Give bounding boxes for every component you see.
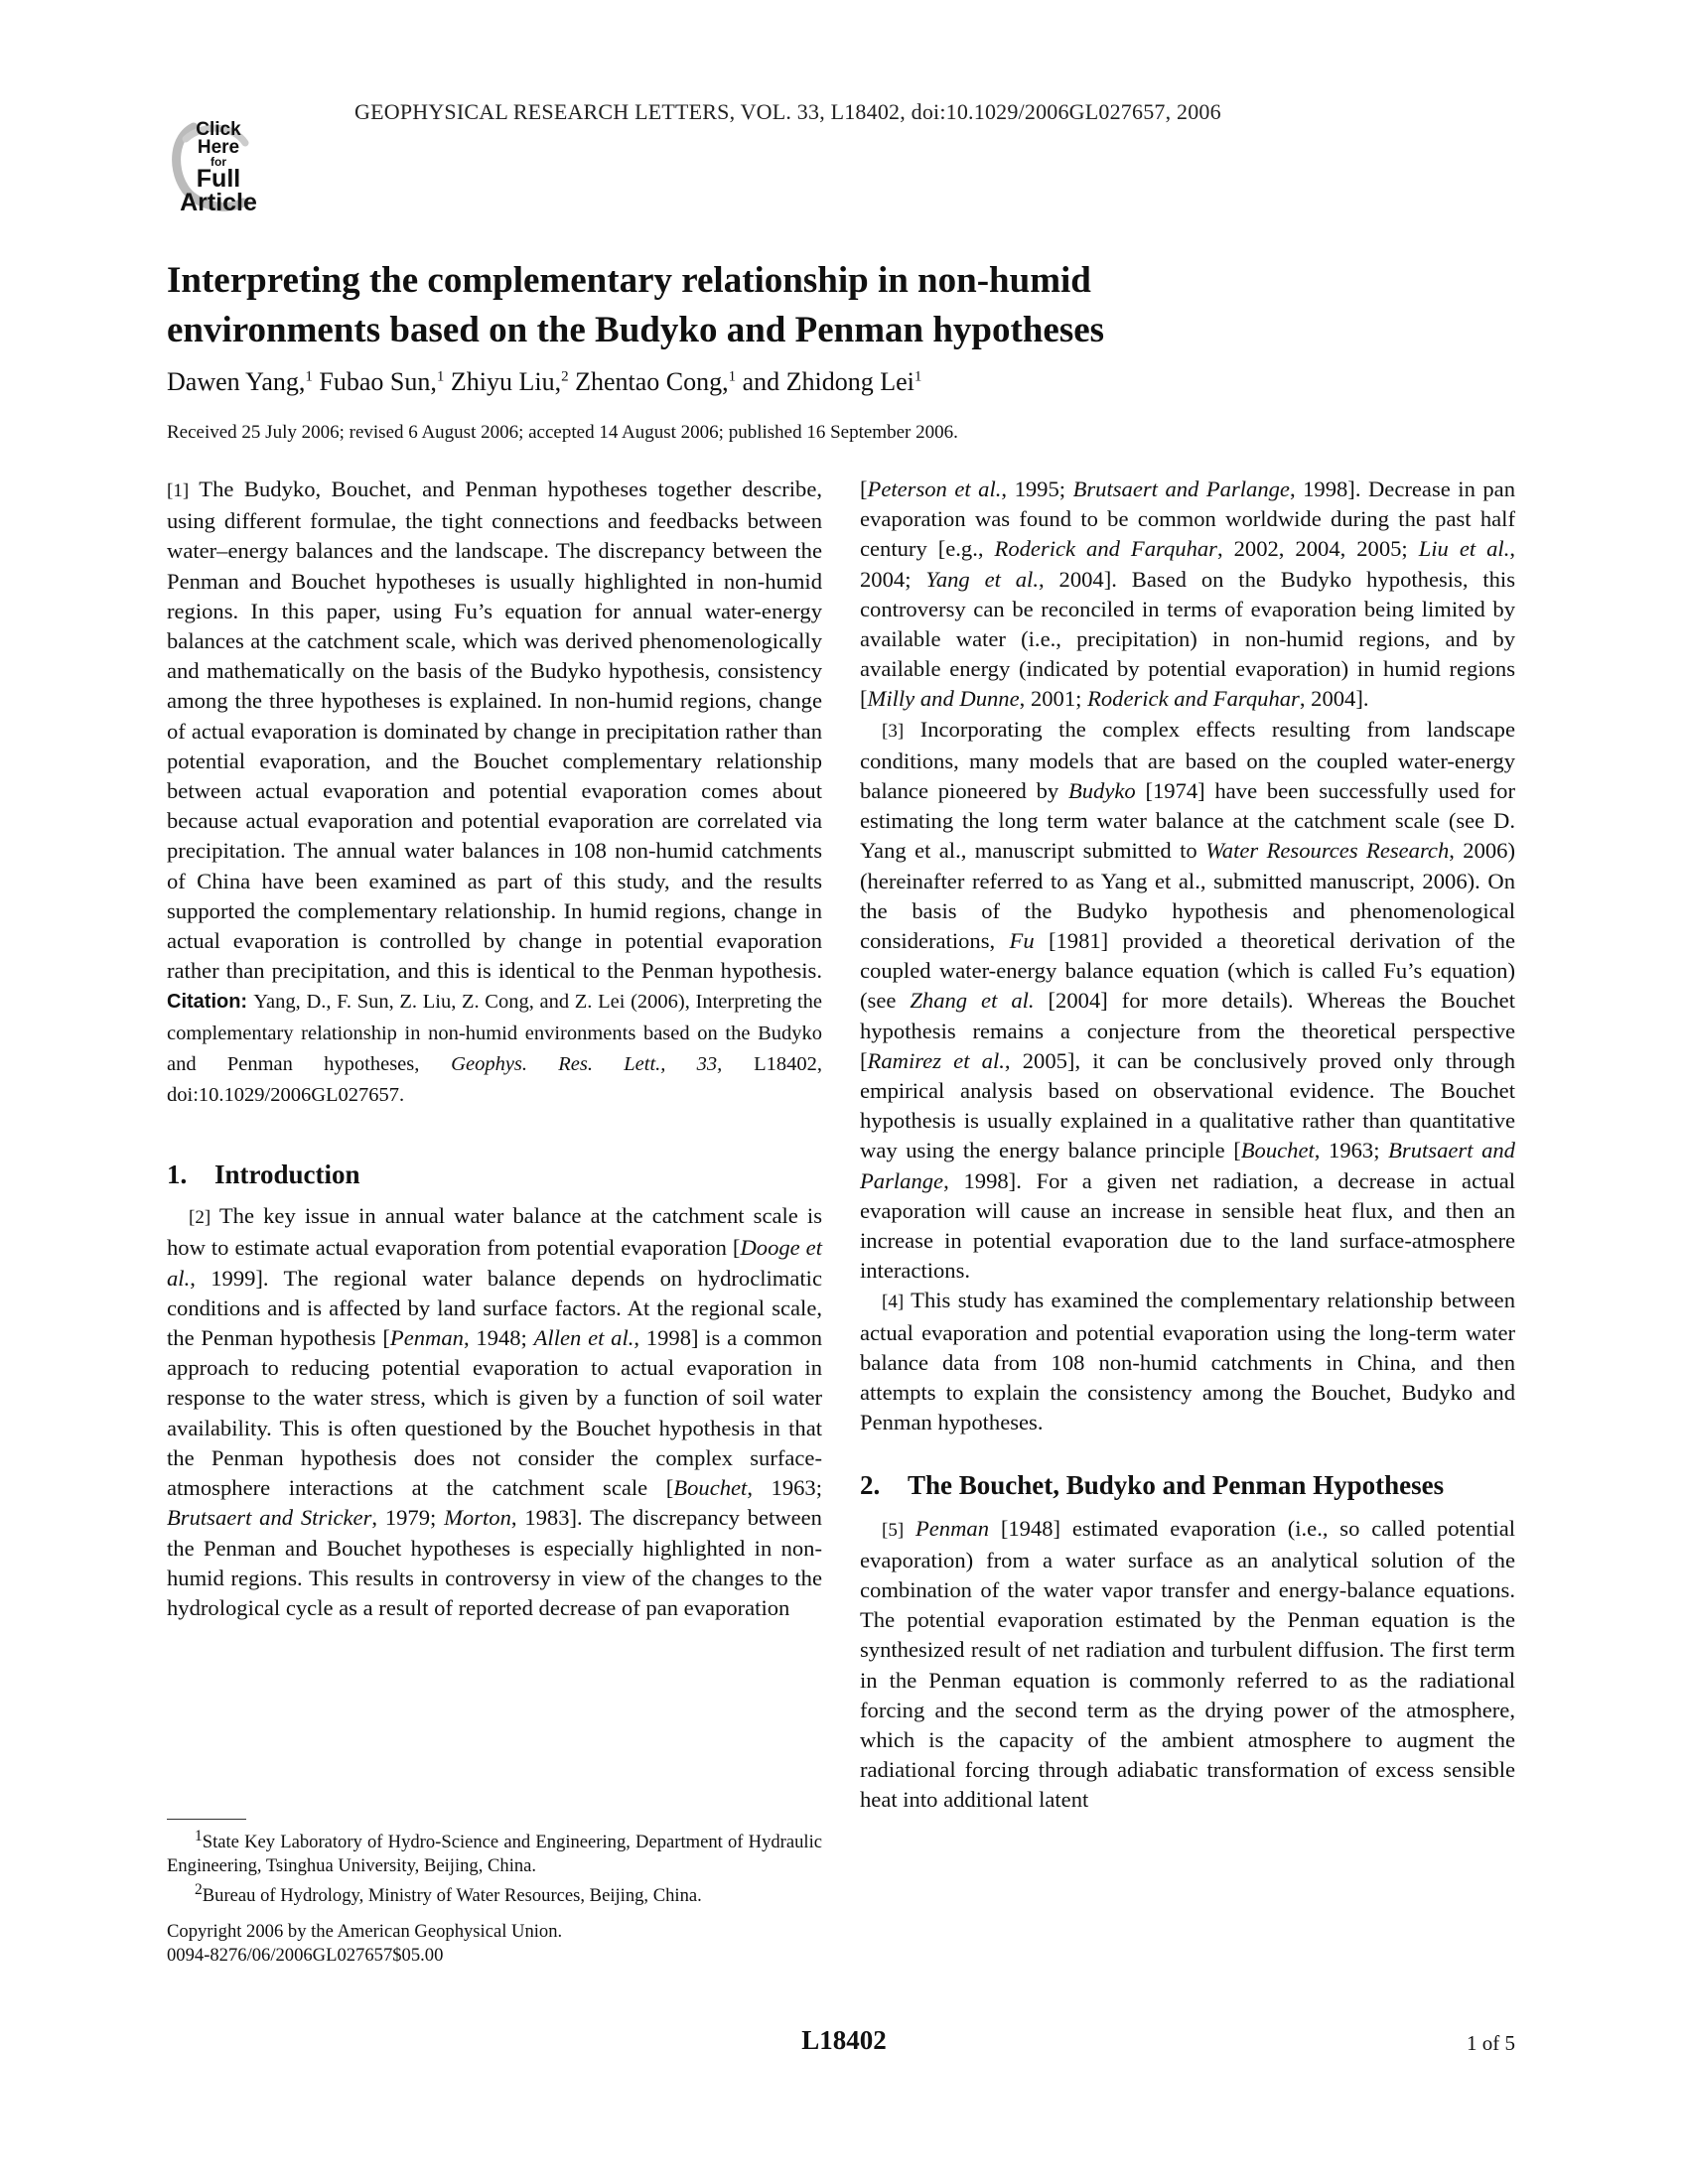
paragraph-2 xyxy=(167,1201,822,1623)
page-number: 1 of 5 xyxy=(1467,2031,1515,2055)
citation-ref: Liu et al. xyxy=(1418,536,1510,562)
article-id: L18402 xyxy=(801,2025,887,2055)
citation-ref: Yang et al. xyxy=(925,566,1039,592)
paragraph-number: [4] xyxy=(882,1292,905,1313)
paragraph-number: [2] xyxy=(189,1207,211,1229)
footnote-text: State Key Laboratory of Hydro-Science and Engineering, Department of Hydraulic Engineering, Tsinghua University, Beijing, China. xyxy=(167,1832,822,1877)
author-affiliation: 1 xyxy=(436,368,445,385)
citation-ref: Budyko xyxy=(1067,778,1136,804)
citation-ref: Roderick and Farquhar xyxy=(1087,686,1300,712)
citation-label: Citation: xyxy=(167,991,248,1014)
citation-ref: Morton xyxy=(444,1505,511,1531)
author-affiliation: 1 xyxy=(305,368,313,385)
footnote-number: 1 xyxy=(195,1828,203,1844)
section-heading-hypotheses xyxy=(860,1468,1515,1502)
footnote-rule xyxy=(167,1819,246,1820)
paragraph-3 xyxy=(860,715,1515,1287)
copyright xyxy=(167,1920,822,1968)
section-number: 2. xyxy=(860,1469,881,1500)
badge-text xyxy=(164,121,273,215)
copyright-line: Copyright 2006 by the American Geophysical Union. xyxy=(167,1921,563,1942)
left-column xyxy=(167,475,822,1623)
right-column xyxy=(860,475,1515,1816)
badge-line: Full xyxy=(196,165,241,194)
citation-ref: Brutsaert and Parlange xyxy=(860,1138,1515,1193)
text-run: , 1998]. Decrease in pan evaporation was found to be common worldwide during the past half century [e.g., xyxy=(860,477,1516,562)
text-run: , 1998]. For a given net radiation, a decrease in actual evaporation will cause an increase in sensible heat flux, and then an increase in potential evaporation due to the land surface-atmosphere interactions. xyxy=(860,1167,1515,1284)
text-run: [1974] have been successfully used for estimating the long term water balance at the catchment scale (see D. Yang et al., manuscript submitted to xyxy=(860,778,1515,864)
text-run: , 1963; xyxy=(747,1475,822,1501)
text-run: , 1999]. The regional water balance depends on hydroclimatic conditions and is affected by land surface factors. At the regional scale, the Penman hypothesis [ xyxy=(167,1265,822,1351)
text-run: , 2004]. xyxy=(1299,686,1369,712)
abstract-text: The Budyko, Bouchet, and Penman hypotheses together describe, using different formulae, the tight connections and feedbacks between water–energy balances and the landscape. The discrepancy between the Penman and Bouchet hypotheses is usually highlighted in non-humid regions. In this paper, using Fu’s equation for annual water-energy balances at the catchment scale, which was derived phenomenologically and mathematically on the basis of the Budyko hypothesis, consistency among the three hypotheses is explained. In non-humid regions, change of actual evaporation is dominated by change in precipitation rather than potential evaporation, and the Bouchet complementary relationship between actual evaporation and potential evaporation comes about because actual evaporation and potential evaporation are correlated via precipitation. The annual water balances in 108 non-humid catchments of China have been examined as part of this study, and the results supported the complementary relationship. In humid regions, change in actual evaporation is controlled by change in potential evaporation rather than precipitation, and this is identical to the Penman hypothesis. xyxy=(167,477,822,984)
received-dates: Received 25 July 2006; revised 6 August 2006; accepted 14 August 2006; published 16 September 2006. xyxy=(167,422,958,443)
paragraph-number: [3] xyxy=(882,720,905,742)
author-name: Zhiyu Liu, xyxy=(444,367,562,396)
badge-line: Click xyxy=(196,119,241,140)
citation-ref: Ramirez et al. xyxy=(867,1047,1005,1073)
citation-ref: Brutsaert and Stricker xyxy=(167,1505,372,1531)
citation-journal: Geophys. Res. Lett., 33, xyxy=(451,1052,723,1075)
citation-ref: Allen et al. xyxy=(533,1325,634,1351)
title-line: environments based on the Budyko and Penman hypotheses xyxy=(167,310,1105,350)
author-name: Fubao Sun, xyxy=(312,367,437,396)
text-run: , 1979; xyxy=(371,1505,445,1531)
copyright-line: 0094-8276/06/2006GL027657$05.00 xyxy=(167,1945,444,1966)
author-affiliation: 2 xyxy=(561,368,569,385)
citation-ref: Peterson et al. xyxy=(867,477,1002,501)
text-run: , 1963; xyxy=(1314,1138,1389,1163)
footnote-number: 2 xyxy=(195,1881,203,1899)
citation-ref: Bouchet xyxy=(673,1475,748,1501)
section-title: The Bouchet, Budyko and Penman Hypotheses xyxy=(908,1469,1445,1500)
author-affiliation: 1 xyxy=(914,368,922,385)
text-run: , 2006) (hereinafter referred to as Yang et al., submitted manuscript, 2006). On the basis of the Budyko hypothesis and phenomenological considerations, xyxy=(860,838,1516,954)
text-run: Incorporating the complex effects resulting from landscape conditions, many models that are based on the coupled water-energy balance pioneered by xyxy=(860,716,1516,804)
text-run: [1981] provided a theoretical derivation of the coupled water-energy balance equation (which is called Fu’s equation) (see xyxy=(860,928,1515,1014)
paragraph-5 xyxy=(860,1514,1515,1816)
paragraph-number: [5] xyxy=(882,1519,905,1541)
text-run: , 1948; xyxy=(463,1325,534,1351)
full-article-badge[interactable] xyxy=(164,117,273,216)
text-run: , 2005], it can be conclusively proved only through empirical analysis based on observational evidence. The Bouchet hypothesis is usually explained in a qualitative rather than quantitative way using the energy balance principle [ xyxy=(860,1047,1515,1163)
paragraph-4 xyxy=(860,1286,1515,1437)
citation-ref: Penman xyxy=(389,1325,464,1351)
badge-line: Here xyxy=(197,137,240,159)
author-name: Zhentao Cong, xyxy=(568,367,729,396)
citation-ref: Milly and Dunne xyxy=(867,686,1020,712)
text-run: , 1998] is a common approach to reducing potential evaporation to actual evaporation in response to the water stress, which is given by a function of soil water availability. This is often questioned by the Bouchet hypothesis in that the Penman hypothesis does not consider the complex surface-atmosphere interactions at the catchment scale [ xyxy=(167,1325,822,1501)
author-name: Dawen Yang, xyxy=(167,367,306,396)
text-run: , 2001; xyxy=(1019,686,1088,712)
running-head: GEOPHYSICAL RESEARCH LETTERS, VOL. 33, L18402, doi:10.1029/2006GL027657, 2006 xyxy=(354,99,1221,124)
abstract xyxy=(167,475,822,1110)
paragraph-2-continued: [Peterson et al., 1995; Brutsaert and Parlange, 1998]. Decrease in pan evaporation was found to be common worldwide during the past half century [e.g., Roderick and Farquhar, 2002, 2004, 2005; Liu et al., 2004; Yang et al., 2004]. Based on the Budyko hypothesis, this controversy can be reconciled in terms of evaporation being limited by available water (i.e., precipitation) in non-humid regions, and by available energy (indicated by potential evaporation) in humid regions [Milly and Dunne, 2001; Roderick and Farquhar, 2004]. xyxy=(860,477,1516,712)
citation-ref: Brutsaert and Parlange xyxy=(1072,477,1290,501)
author-list xyxy=(167,367,1537,397)
citation-text: Yang, D., F. Sun, Z. Liu, Z. Cong, and Z. Lei (2006), Interpreting the complementary relationship in non-humid environments based on the Budyko and Penman hypotheses, xyxy=(167,991,823,1075)
paragraph-number: [1] xyxy=(167,480,190,501)
citation-ref: Zhang et al. xyxy=(910,988,1035,1014)
citation-ref: Bouchet xyxy=(1240,1138,1315,1163)
citation-ref: Dooge et al. xyxy=(167,1235,822,1291)
text-run: , 2004]. Based on the Budyko hypothesis, this controversy can be reconciled in terms of evaporation being limited by available water (i.e., precipitation) in non-humid regions, and by available energy (indicated by potential evaporation) in humid regions [ xyxy=(860,566,1515,712)
badge-line: for xyxy=(211,155,226,170)
text-run: , 1983]. The discrepancy between the Penman and Bouchet hypotheses is especially highlighted in non-humid regions. This results in controversy in view of the changes to the hydrological cycle as a result of reported decrease of pan evaporation xyxy=(167,1505,822,1620)
author-affiliation: 1 xyxy=(728,368,737,385)
section-number: 1. xyxy=(167,1160,188,1190)
section-heading-introduction xyxy=(167,1158,822,1191)
text-run: [1948] estimated evaporation (i.e., so called potential evaporation) from a water surface as an analytical solution of the combination of the water vapor transfer and energy-balance equations. The potential evaporation estimated by the Penman equation is the synthesized result of net radiation and turbulent diffusion. The first term in the Penman equation is commonly referred to as the radiational forcing and the second term as the drying power of the atmosphere, which is the capacity of the ambient atmosphere to augment the radiational forcing through adiabatic transformation of excess sensible heat into additional latent xyxy=(860,1515,1515,1813)
title-line: Interpreting the complementary relationship in non-humid xyxy=(167,260,1091,301)
text-run: This study has examined the complementary relationship between actual evaporation and potential evaporation using the long-term water balance data from 108 non-humid catchments in China, and then attempts to explain the consistency among the Bouchet, Budyko and Penman hypotheses. xyxy=(860,1288,1515,1435)
citation-ref: Water Resources Research xyxy=(1205,838,1450,864)
citation-tail: L18402, doi:10.1029/2006GL027657. xyxy=(167,1052,822,1107)
text-run: , 2004; xyxy=(860,536,1515,592)
citation-ref: Penman xyxy=(914,1515,990,1541)
citation-ref: Roderick and Farquhar xyxy=(994,536,1217,562)
paper-title xyxy=(167,256,1537,355)
citation-ref: Fu xyxy=(1009,928,1035,954)
text-run: , 1995; xyxy=(1001,477,1073,501)
text-run: [2004] for more details). Whereas the Bouchet hypothesis remains a conjecture from the theoretical perspective [ xyxy=(860,988,1515,1073)
footnote-text: Bureau of Hydrology, Ministry of Water Resources, Beijing, China. xyxy=(202,1885,702,1907)
text-run: , 2002, 2004, 2005; xyxy=(1216,536,1419,562)
author-name: and Zhidong Lei xyxy=(736,367,914,396)
badge-line: Article xyxy=(180,189,257,217)
footnotes xyxy=(167,1825,822,1908)
text-run: The key issue in annual water balance at the catchment scale is how to estimate actual evaporation from potential evaporation [ xyxy=(167,1203,822,1261)
section-title: Introduction xyxy=(214,1160,360,1190)
